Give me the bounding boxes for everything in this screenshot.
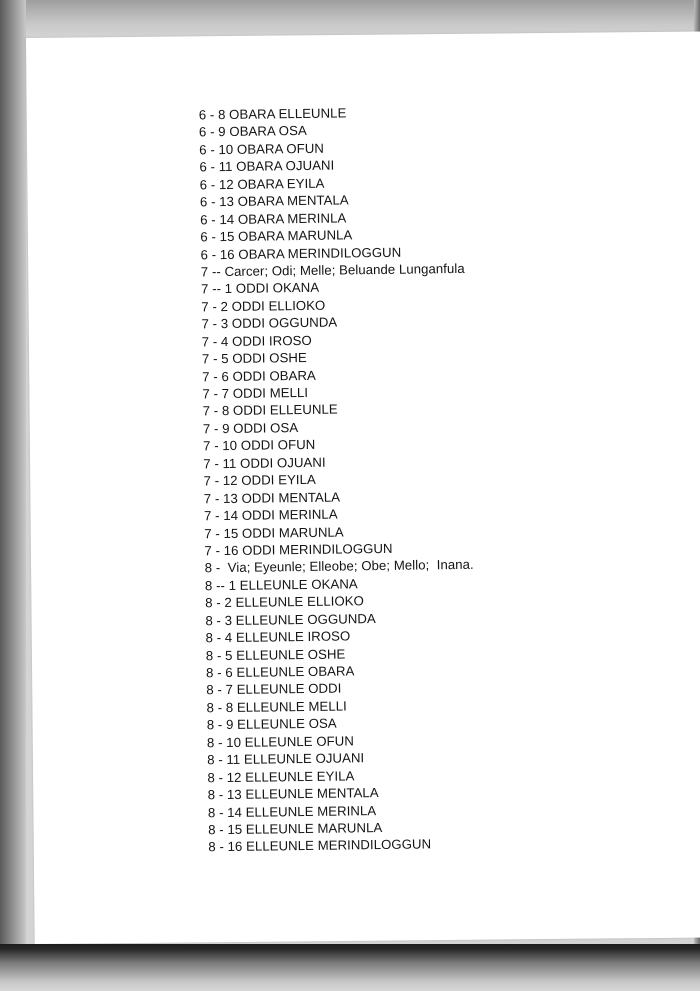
scanned-page xyxy=(26,32,700,944)
list-item: 6 - 9 OBARA OSA xyxy=(198,123,307,140)
scanner-bottom-edge xyxy=(0,944,700,991)
list-item: 8 - 16 ELLEUNLE MERINDILOGGUN xyxy=(208,836,432,855)
list-item: 6 - 15 OBARA MARUNLA xyxy=(200,227,353,245)
list-item: 7 - 3 ODDI OGGUNDA xyxy=(201,314,338,332)
list-item: 8 - 4 ELLEUNLE IROSO xyxy=(205,628,351,646)
list-item: 8 - Via; Eyeunle; Elleobe; Obe; Mello; Inana. xyxy=(204,557,474,576)
list-item: 7 - 6 ODDI OBARA xyxy=(202,367,316,384)
list-item: 7 - 5 ODDI OSHE xyxy=(201,350,307,367)
list-item: 7 - 13 ODDI MENTALA xyxy=(203,489,341,506)
list-item: 6 - 14 OBARA MERINLA xyxy=(200,210,347,227)
list-item: 7 - 9 ODDI OSA xyxy=(202,419,299,437)
list-item: 8 -- 1 ELLEUNLE OKANA xyxy=(204,576,358,594)
list-item: 8 - 10 ELLEUNLE OFUN xyxy=(206,733,354,751)
list-item: 8 - 9 ELLEUNLE OSA xyxy=(206,715,337,733)
list-item: 6 - 13 OBARA MENTALA xyxy=(199,192,349,210)
list-item: 7 -- 1 ODDI OKANA xyxy=(200,280,320,297)
list-item: 8 - 6 ELLEUNLE OBARA xyxy=(205,663,355,681)
list-item: 8 - 13 ELLEUNLE MENTALA xyxy=(207,785,379,803)
list-item: 7 -- Carcer; Odi; Melle; Beluande Lunganfula xyxy=(200,260,465,280)
list-item: 7 - 2 ODDI ELLIOKO xyxy=(201,297,326,315)
list-item: 7 - 15 ODDI MARUNLA xyxy=(204,523,344,541)
list-item: 8 - 14 ELLEUNLE MERINLA xyxy=(207,802,377,820)
scanner-left-edge xyxy=(0,0,26,991)
list-item: 6 - 8 OBARA ELLEUNLE xyxy=(198,105,347,123)
list-item: 7 - 14 ODDI MERINLA xyxy=(203,506,338,524)
list-item: 7 - 7 ODDI MELLI xyxy=(202,384,309,402)
list-item: 8 - 11 ELLEUNLE OJUANI xyxy=(207,750,365,768)
list-item: 8 - 3 ELLEUNLE OGGUNDA xyxy=(205,610,376,628)
list-item: 6 - 12 OBARA EYILA xyxy=(199,175,325,193)
list-item: 7 - 11 ODDI OJUANI xyxy=(203,454,326,472)
list-item: 6 - 11 OBARA OJUANI xyxy=(199,157,335,175)
list-item: 7 - 12 ODDI EYILA xyxy=(203,472,316,489)
list-item: 7 - 4 ODDI IROSO xyxy=(201,332,312,350)
odu-list xyxy=(199,103,478,856)
list-item: 8 - 15 ELLEUNLE MARUNLA xyxy=(208,819,383,838)
list-item: 7 - 8 ODDI ELLEUNLE xyxy=(202,401,338,419)
list-item: 7 - 16 ODDI MERINDILOGGUN xyxy=(204,540,393,559)
list-item: 7 - 10 ODDI OFUN xyxy=(203,437,316,454)
list-item: 6 - 16 OBARA MERINDILOGGUN xyxy=(200,244,402,262)
list-item: 8 - 7 ELLEUNLE ODDI xyxy=(206,680,342,698)
list-item: 8 - 2 ELLEUNLE ELLIOKO xyxy=(205,593,364,611)
list-item: 8 - 8 ELLEUNLE MELLI xyxy=(206,698,347,716)
list-item: 6 - 10 OBARA OFUN xyxy=(199,140,325,158)
list-item: 8 - 5 ELLEUNLE OSHE xyxy=(205,646,346,663)
list-item: 8 - 12 ELLEUNLE EYILA xyxy=(207,767,355,785)
